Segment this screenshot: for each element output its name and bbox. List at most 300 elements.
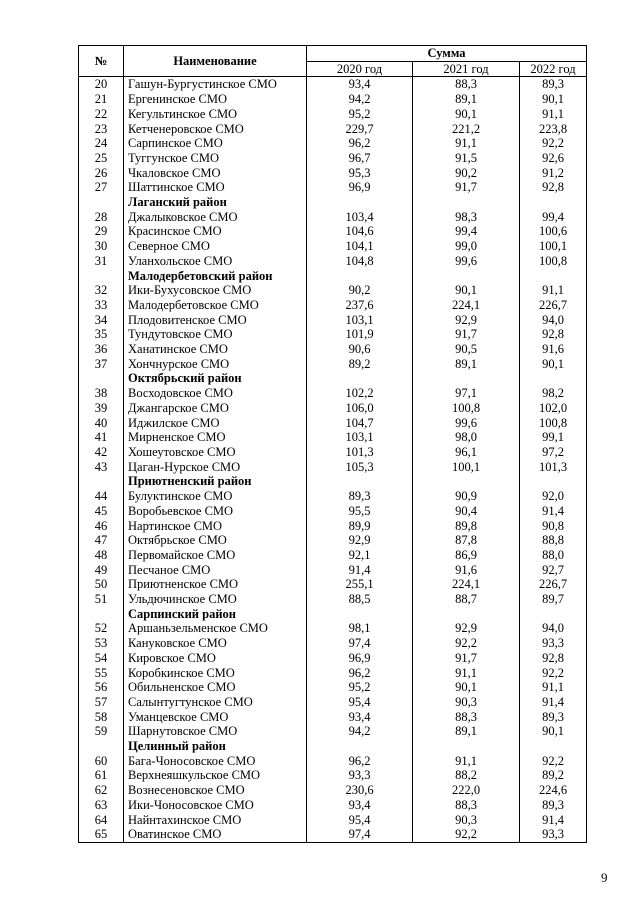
value-2021 <box>413 607 520 622</box>
municipality-name: Найнтахинское СМО <box>124 813 307 828</box>
table-row <box>79 239 587 254</box>
value-2022: 89,3 <box>520 710 587 725</box>
table-row <box>79 298 587 313</box>
value-2021: 89,1 <box>413 357 520 372</box>
value-2022: 88,8 <box>520 533 587 548</box>
municipality-name: Хошеутовское СМО <box>124 445 307 460</box>
municipality-name: Салынтугтунское СМО <box>124 695 307 710</box>
value-2022: 89,7 <box>520 592 587 607</box>
value-2022: 91,2 <box>520 166 587 181</box>
municipality-name: Кетченеровское СМО <box>124 122 307 137</box>
district-row <box>79 474 587 489</box>
value-2020: 95,4 <box>307 813 413 828</box>
value-2022 <box>520 371 587 386</box>
district-name: Приютненский район <box>124 474 307 489</box>
value-2020: 93,3 <box>307 768 413 783</box>
row-number: 58 <box>79 710 124 725</box>
value-2020 <box>307 371 413 386</box>
table-row <box>79 533 587 548</box>
table-row <box>79 548 587 563</box>
municipality-name: Ики-Чоносовское СМО <box>124 798 307 813</box>
row-number: 28 <box>79 210 124 225</box>
value-2020: 88,5 <box>307 592 413 607</box>
table-row <box>79 827 587 842</box>
municipality-name: Обильненское СМО <box>124 680 307 695</box>
municipality-name: Плодовитенское СМО <box>124 313 307 328</box>
table-row <box>79 254 587 269</box>
district-name: Целинный район <box>124 739 307 754</box>
municipality-name: Джалыковское СМО <box>124 210 307 225</box>
municipality-name: Ики-Бухусовское СМО <box>124 283 307 298</box>
value-2022: 93,3 <box>520 827 587 842</box>
row-number <box>79 195 124 210</box>
municipality-name: Мирненское СМО <box>124 430 307 445</box>
table-row <box>79 386 587 401</box>
table-row <box>79 166 587 181</box>
value-2021: 91,7 <box>413 327 520 342</box>
value-2021 <box>413 371 520 386</box>
value-2020: 95,3 <box>307 166 413 181</box>
value-2020: 93,4 <box>307 710 413 725</box>
row-number: 64 <box>79 813 124 828</box>
district-row <box>79 195 587 210</box>
value-2022 <box>520 195 587 210</box>
row-number: 30 <box>79 239 124 254</box>
value-2020: 96,7 <box>307 151 413 166</box>
table-row <box>79 783 587 798</box>
value-2022: 100,1 <box>520 239 587 254</box>
district-name: Октябрьский район <box>124 371 307 386</box>
value-2021: 88,2 <box>413 768 520 783</box>
value-2020: 102,2 <box>307 386 413 401</box>
value-2022: 223,8 <box>520 122 587 137</box>
municipality-name: Воробьевское СМО <box>124 504 307 519</box>
row-number: 43 <box>79 460 124 475</box>
value-2022: 101,3 <box>520 460 587 475</box>
value-2021: 89,8 <box>413 519 520 534</box>
row-number <box>79 269 124 284</box>
value-2022: 97,2 <box>520 445 587 460</box>
value-2021: 97,1 <box>413 386 520 401</box>
value-2020 <box>307 474 413 489</box>
municipality-name: Туггунское СМО <box>124 151 307 166</box>
row-number: 54 <box>79 651 124 666</box>
row-number: 65 <box>79 827 124 842</box>
value-2020: 94,2 <box>307 92 413 107</box>
value-2022 <box>520 269 587 284</box>
value-2021: 90,9 <box>413 489 520 504</box>
municipality-name: Чкаловское СМО <box>124 166 307 181</box>
row-number: 27 <box>79 180 124 195</box>
district-name: Сарпинский район <box>124 607 307 622</box>
value-2022: 90,1 <box>520 357 587 372</box>
municipality-name: Уманцевское СМО <box>124 710 307 725</box>
value-2021: 96,1 <box>413 445 520 460</box>
table-row <box>79 504 587 519</box>
municipality-name: Шарнутовское СМО <box>124 724 307 739</box>
value-2020: 97,4 <box>307 636 413 651</box>
value-2022: 93,3 <box>520 636 587 651</box>
value-2020: 103,1 <box>307 430 413 445</box>
value-2022: 90,8 <box>520 519 587 534</box>
value-2020: 106,0 <box>307 401 413 416</box>
municipality-name: Сарпинское СМО <box>124 136 307 151</box>
row-number: 36 <box>79 342 124 357</box>
table-row <box>79 710 587 725</box>
municipality-name: Бага-Чоносовское СМО <box>124 754 307 769</box>
value-2020: 103,4 <box>307 210 413 225</box>
row-number: 63 <box>79 798 124 813</box>
municipality-name: Кегультинское СМО <box>124 107 307 122</box>
row-number: 35 <box>79 327 124 342</box>
value-2021: 91,1 <box>413 754 520 769</box>
value-2021: 100,1 <box>413 460 520 475</box>
municipality-name: Первомайское СМО <box>124 548 307 563</box>
value-2022: 90,1 <box>520 724 587 739</box>
row-number: 31 <box>79 254 124 269</box>
value-2021: 99,6 <box>413 254 520 269</box>
value-2022: 92,8 <box>520 651 587 666</box>
table-row <box>79 724 587 739</box>
municipality-name: Аршаньзельменское СМО <box>124 621 307 636</box>
value-2020: 97,4 <box>307 827 413 842</box>
value-2021: 92,2 <box>413 636 520 651</box>
value-2021 <box>413 195 520 210</box>
municipality-name: Кануковское СМО <box>124 636 307 651</box>
row-number: 29 <box>79 224 124 239</box>
value-2020: 230,6 <box>307 783 413 798</box>
value-2020: 95,5 <box>307 504 413 519</box>
row-number <box>79 371 124 386</box>
value-2021: 100,8 <box>413 401 520 416</box>
value-2022: 89,3 <box>520 798 587 813</box>
municipality-name: Октябрьское СМО <box>124 533 307 548</box>
row-number: 62 <box>79 783 124 798</box>
value-2022: 92,7 <box>520 563 587 578</box>
value-2020: 89,3 <box>307 489 413 504</box>
row-number: 48 <box>79 548 124 563</box>
value-2022: 98,2 <box>520 386 587 401</box>
municipality-name: Восходовское СМО <box>124 386 307 401</box>
value-2021: 90,1 <box>413 107 520 122</box>
value-2020: 101,3 <box>307 445 413 460</box>
municipality-name: Цаган-Нурское СМО <box>124 460 307 475</box>
value-2021: 98,3 <box>413 210 520 225</box>
table-row <box>79 416 587 431</box>
value-2021 <box>413 739 520 754</box>
table-row <box>79 489 587 504</box>
value-2022: 102,0 <box>520 401 587 416</box>
value-2022 <box>520 474 587 489</box>
row-number: 51 <box>79 592 124 607</box>
row-number <box>79 474 124 489</box>
value-2022: 100,8 <box>520 416 587 431</box>
municipality-name: Северное СМО <box>124 239 307 254</box>
header-name: Наименование <box>124 46 307 77</box>
value-2020: 104,1 <box>307 239 413 254</box>
row-number: 26 <box>79 166 124 181</box>
municipality-name: Вознесеновское СМО <box>124 783 307 798</box>
row-number <box>79 739 124 754</box>
district-row <box>79 607 587 622</box>
municipality-name: Верхнеяшкульское СМО <box>124 768 307 783</box>
table-row <box>79 327 587 342</box>
municipality-name: Булуктинское СМО <box>124 489 307 504</box>
value-2020: 104,7 <box>307 416 413 431</box>
value-2022: 89,2 <box>520 768 587 783</box>
table-row <box>79 577 587 592</box>
value-2020: 93,4 <box>307 77 413 92</box>
value-2021 <box>413 474 520 489</box>
municipality-name: Тундутовское СМО <box>124 327 307 342</box>
value-2022: 92,2 <box>520 666 587 681</box>
table-row <box>79 754 587 769</box>
value-2020: 90,6 <box>307 342 413 357</box>
table-row <box>79 92 587 107</box>
value-2021: 91,7 <box>413 651 520 666</box>
value-2020: 95,4 <box>307 695 413 710</box>
district-name: Лаганский район <box>124 195 307 210</box>
value-2021 <box>413 269 520 284</box>
municipality-name: Приютненское СМО <box>124 577 307 592</box>
row-number: 20 <box>79 77 124 92</box>
value-2020: 96,9 <box>307 651 413 666</box>
row-number: 22 <box>79 107 124 122</box>
value-2020: 92,1 <box>307 548 413 563</box>
value-2021: 99,0 <box>413 239 520 254</box>
value-2020 <box>307 739 413 754</box>
page-number: 9 <box>601 870 608 885</box>
value-2022: 92,6 <box>520 151 587 166</box>
value-2021: 86,9 <box>413 548 520 563</box>
value-2021: 90,1 <box>413 283 520 298</box>
row-number: 40 <box>79 416 124 431</box>
value-2022: 92,0 <box>520 489 587 504</box>
value-2020: 98,1 <box>307 621 413 636</box>
value-2022: 91,4 <box>520 813 587 828</box>
header-year-2022: 2022 год <box>520 61 587 77</box>
value-2021: 99,6 <box>413 416 520 431</box>
row-number: 53 <box>79 636 124 651</box>
row-number: 57 <box>79 695 124 710</box>
value-2022: 224,6 <box>520 783 587 798</box>
value-2021: 88,3 <box>413 710 520 725</box>
municipality-name: Коробкинское СМО <box>124 666 307 681</box>
municipality-name: Иджилское СМО <box>124 416 307 431</box>
value-2020: 103,1 <box>307 313 413 328</box>
value-2020: 90,2 <box>307 283 413 298</box>
value-2022: 226,7 <box>520 298 587 313</box>
value-2020: 94,2 <box>307 724 413 739</box>
table-row <box>79 180 587 195</box>
table-row <box>79 430 587 445</box>
row-number: 49 <box>79 563 124 578</box>
row-number: 59 <box>79 724 124 739</box>
row-number: 60 <box>79 754 124 769</box>
budget-table <box>78 45 587 843</box>
table-row <box>79 136 587 151</box>
value-2022: 91,4 <box>520 695 587 710</box>
value-2020 <box>307 195 413 210</box>
row-number: 52 <box>79 621 124 636</box>
value-2020: 96,2 <box>307 136 413 151</box>
table-row <box>79 122 587 137</box>
value-2021: 222,0 <box>413 783 520 798</box>
value-2022: 92,2 <box>520 136 587 151</box>
table-row <box>79 651 587 666</box>
value-2021: 224,1 <box>413 298 520 313</box>
row-number: 24 <box>79 136 124 151</box>
municipality-name: Ергенинское СМО <box>124 92 307 107</box>
value-2021: 90,2 <box>413 166 520 181</box>
value-2021: 88,3 <box>413 798 520 813</box>
row-number: 23 <box>79 122 124 137</box>
table-row <box>79 621 587 636</box>
row-number: 56 <box>79 680 124 695</box>
value-2021: 224,1 <box>413 577 520 592</box>
district-row <box>79 371 587 386</box>
table-row <box>79 107 587 122</box>
value-2021: 90,1 <box>413 680 520 695</box>
row-number: 46 <box>79 519 124 534</box>
table-row <box>79 283 587 298</box>
value-2022: 99,1 <box>520 430 587 445</box>
row-number: 55 <box>79 666 124 681</box>
table-row <box>79 210 587 225</box>
value-2020: 237,6 <box>307 298 413 313</box>
value-2022: 94,0 <box>520 313 587 328</box>
row-number: 37 <box>79 357 124 372</box>
municipality-name: Кировское СМО <box>124 651 307 666</box>
header-year-2021: 2021 год <box>413 61 520 77</box>
district-row <box>79 269 587 284</box>
value-2021: 91,5 <box>413 151 520 166</box>
value-2022: 94,0 <box>520 621 587 636</box>
value-2022: 92,2 <box>520 754 587 769</box>
value-2022: 91,1 <box>520 283 587 298</box>
value-2021: 88,7 <box>413 592 520 607</box>
row-number: 42 <box>79 445 124 460</box>
value-2022: 90,1 <box>520 92 587 107</box>
header-sum: Сумма <box>307 46 587 62</box>
value-2022: 92,8 <box>520 327 587 342</box>
value-2022: 92,8 <box>520 180 587 195</box>
table-row <box>79 401 587 416</box>
value-2020: 105,3 <box>307 460 413 475</box>
value-2021: 99,4 <box>413 224 520 239</box>
row-number: 39 <box>79 401 124 416</box>
value-2022: 91,1 <box>520 680 587 695</box>
municipality-name: Малодербетовское СМО <box>124 298 307 313</box>
row-number: 47 <box>79 533 124 548</box>
value-2021: 221,2 <box>413 122 520 137</box>
table-row <box>79 666 587 681</box>
table-row <box>79 636 587 651</box>
municipality-name: Гашун-Бургустинское СМО <box>124 77 307 92</box>
table-row <box>79 357 587 372</box>
value-2021: 90,3 <box>413 813 520 828</box>
row-number: 34 <box>79 313 124 328</box>
row-number: 50 <box>79 577 124 592</box>
table-row <box>79 592 587 607</box>
value-2021: 92,2 <box>413 827 520 842</box>
table-row <box>79 768 587 783</box>
value-2020 <box>307 269 413 284</box>
value-2020: 104,8 <box>307 254 413 269</box>
table-row <box>79 813 587 828</box>
header-year-2020: 2020 год <box>307 61 413 77</box>
value-2020: 92,9 <box>307 533 413 548</box>
table-row <box>79 680 587 695</box>
value-2021: 91,1 <box>413 666 520 681</box>
value-2020: 96,2 <box>307 754 413 769</box>
municipality-name: Джангарское СМО <box>124 401 307 416</box>
value-2022: 226,7 <box>520 577 587 592</box>
value-2022: 100,6 <box>520 224 587 239</box>
district-name: Малодербетовский район <box>124 269 307 284</box>
value-2021: 98,0 <box>413 430 520 445</box>
table-row <box>79 695 587 710</box>
municipality-name: Песчаное СМО <box>124 563 307 578</box>
municipality-name: Нартинское СМО <box>124 519 307 534</box>
table-row <box>79 519 587 534</box>
municipality-name: Шаттинское СМО <box>124 180 307 195</box>
value-2021: 90,3 <box>413 695 520 710</box>
value-2020: 95,2 <box>307 107 413 122</box>
value-2021: 89,1 <box>413 92 520 107</box>
value-2021: 92,9 <box>413 313 520 328</box>
row-number: 25 <box>79 151 124 166</box>
value-2021: 90,4 <box>413 504 520 519</box>
value-2020: 229,7 <box>307 122 413 137</box>
value-2022: 89,3 <box>520 77 587 92</box>
value-2020 <box>307 607 413 622</box>
table-row <box>79 224 587 239</box>
district-row <box>79 739 587 754</box>
value-2021: 92,9 <box>413 621 520 636</box>
value-2020: 91,4 <box>307 563 413 578</box>
row-number: 33 <box>79 298 124 313</box>
value-2022: 91,4 <box>520 504 587 519</box>
value-2020: 101,9 <box>307 327 413 342</box>
row-number: 61 <box>79 768 124 783</box>
value-2020: 96,9 <box>307 180 413 195</box>
table-body <box>79 77 587 843</box>
value-2020: 255,1 <box>307 577 413 592</box>
header-number: № <box>79 46 124 77</box>
value-2022: 88,0 <box>520 548 587 563</box>
municipality-name: Ульдючинское СМО <box>124 592 307 607</box>
value-2020: 89,2 <box>307 357 413 372</box>
municipality-name: Уланхольское СМО <box>124 254 307 269</box>
table-row <box>79 798 587 813</box>
value-2022: 99,4 <box>520 210 587 225</box>
value-2021: 91,7 <box>413 180 520 195</box>
row-number: 44 <box>79 489 124 504</box>
value-2020: 89,9 <box>307 519 413 534</box>
municipality-name: Хончнурское СМО <box>124 357 307 372</box>
value-2022: 91,6 <box>520 342 587 357</box>
table-row <box>79 151 587 166</box>
value-2021: 91,6 <box>413 563 520 578</box>
table-row <box>79 77 587 92</box>
value-2021: 89,1 <box>413 724 520 739</box>
value-2021: 91,1 <box>413 136 520 151</box>
table-row <box>79 563 587 578</box>
value-2020: 104,6 <box>307 224 413 239</box>
row-number: 21 <box>79 92 124 107</box>
row-number: 32 <box>79 283 124 298</box>
